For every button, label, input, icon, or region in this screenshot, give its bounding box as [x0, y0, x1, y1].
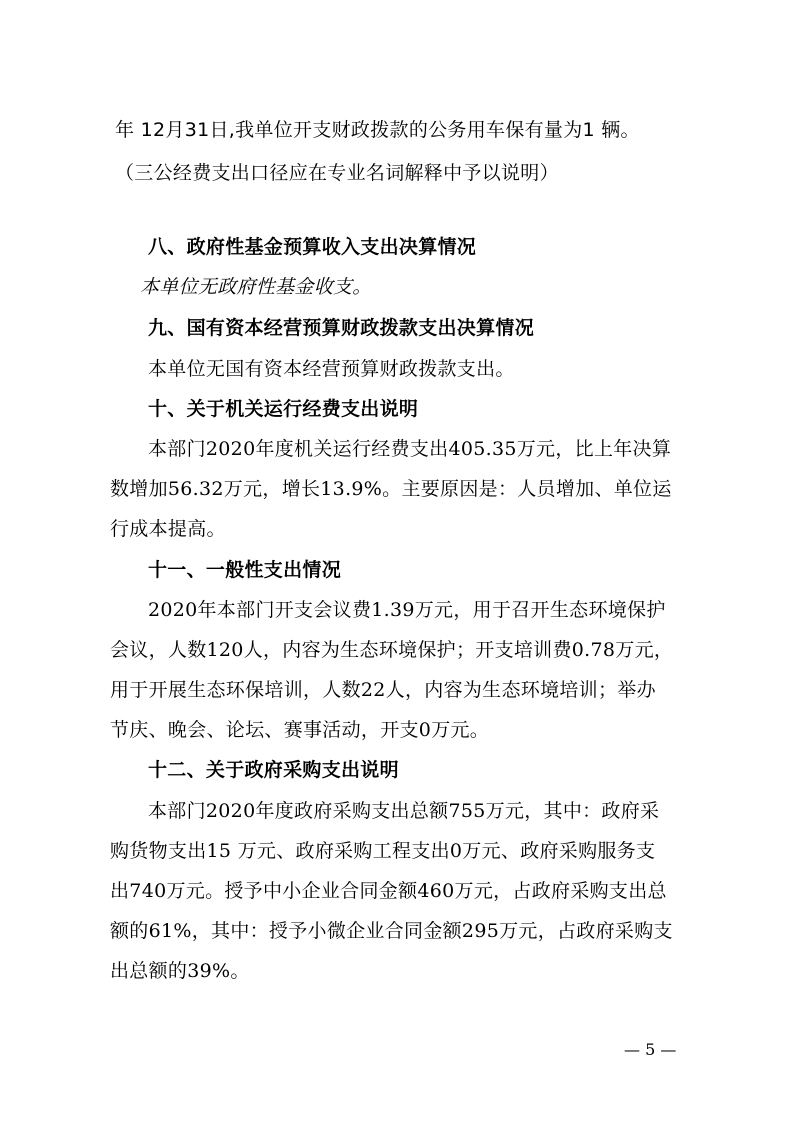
three-costs-note: （三公经费支出口径应在专业名词解释中予以说明）: [115, 162, 559, 184]
section-12-line: 购货物支出15 万元、政府采购工程支出0万元、政府采购服务支: [110, 840, 656, 862]
section-9-body: 本单位无国有资本经营预算财政拨款支出。: [148, 358, 515, 380]
section-9-heading: 九、国有资本经营预算财政拨款支出决算情况: [148, 317, 535, 339]
section-10-line: 行成本提高。: [110, 518, 226, 540]
section-12-line: 出740万元。授予中小企业合同金额460万元，占政府采购支出总: [110, 880, 667, 902]
section-11-line: 会议，人数120人，内容为生态环境保护；开支培训费0.78万元，: [110, 639, 674, 661]
section-11-heading: 十一、一般性支出情况: [148, 559, 342, 581]
section-12-line: 出总额的39%。: [110, 960, 250, 982]
section-12-heading: 十二、关于政府采购支出说明: [148, 759, 399, 781]
section-12-line: 额的61%，其中：授予小微企业合同金额295万元，占政府采购支: [110, 920, 673, 942]
section-11-line: 节庆、晚会、论坛、赛事活动，开支0万元。: [110, 719, 490, 741]
page-number: — 5 —: [624, 1040, 677, 1059]
vehicle-count-line: 年 12月31日,我单位开支财政拨款的公务用车保有量为1 辆。: [115, 119, 640, 141]
section-11-line: 2020年本部门开支会议费1.39万元，用于召开生态环境保护: [148, 599, 666, 621]
section-10-heading: 十、关于机关运行经费支出说明: [148, 398, 419, 420]
section-12-line: 本部门2020年度政府采购支出总额755万元，其中：政府采: [148, 800, 660, 822]
section-11-line: 用于开展生态环保培训，人数22人，内容为生态环境培训；举办: [110, 679, 656, 701]
section-10-line: 本部门2020年度机关运行经费支出405.35万元，比上年决算: [148, 438, 672, 460]
section-10-line: 数增加56.32万元，增长13.9%。主要原因是：人员增加、单位运: [110, 478, 672, 500]
section-8-body: 本单位无政府性基金收支。: [140, 276, 372, 298]
section-8-heading: 八、政府性基金预算收入支出决算情况: [148, 236, 477, 258]
